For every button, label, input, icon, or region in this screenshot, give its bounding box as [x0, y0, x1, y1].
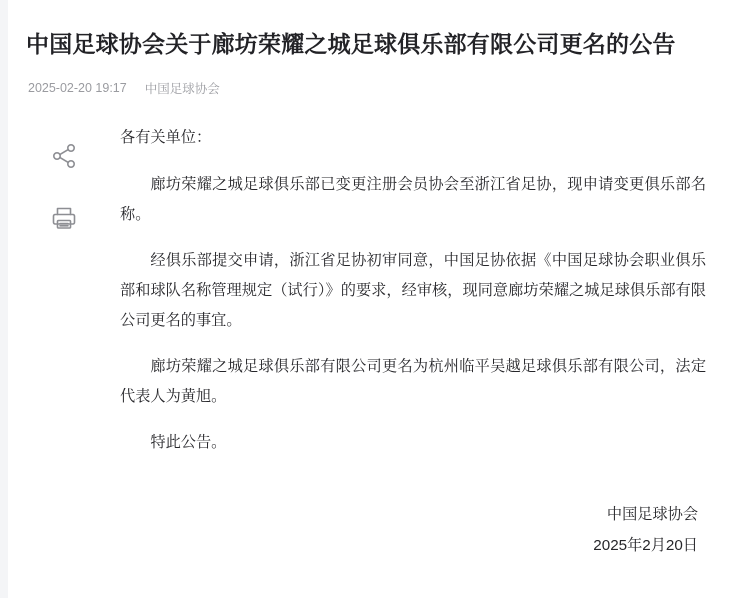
paragraph-3: 廊坊荣耀之城足球俱乐部有限公司更名为杭州临平吴越足球俱乐部有限公司，法定代表人为黄旭。: [120, 358, 706, 405]
print-button[interactable]: [47, 201, 81, 235]
paragraph-salutation: 各有关单位：: [120, 129, 212, 147]
article-meta: [8, 61, 750, 97]
printer-icon: [49, 203, 79, 233]
signature-date: 2025年2月20日: [593, 536, 698, 554]
article-sheet: [8, 0, 750, 598]
publisher-name: 中国足球协会: [144, 82, 220, 97]
article-text: [120, 123, 750, 561]
share-button[interactable]: [47, 139, 81, 173]
publish-timestamp: 2025-02-20 19:17: [28, 81, 127, 96]
article-toolbar: [8, 123, 120, 561]
paragraph-1: 廊坊荣耀之城足球俱乐部已变更注册会员协会至浙江省足协，现申请变更俱乐部名称。: [120, 175, 706, 223]
article-body-wrapper: [8, 97, 750, 561]
page-left-margin: [0, 0, 8, 598]
signature-block: [120, 500, 706, 561]
share-icon: [49, 141, 79, 171]
page-title: 中国足球协会关于廊坊荣耀之城足球俱乐部有限公司更名的公告: [26, 31, 676, 57]
signature-organization: 中国足球协会: [606, 506, 698, 524]
paragraph-2: 经俱乐部提交申请，浙江省足协初审同意，中国足协依据《中国足球协会职业俱乐部和球队名称管理规定（试行）》的要求，经审核，现同意廊坊荣耀之城足球俱乐部有限公司更名的事宜。: [120, 252, 706, 329]
paragraph-4: 特此公告。: [150, 434, 227, 452]
